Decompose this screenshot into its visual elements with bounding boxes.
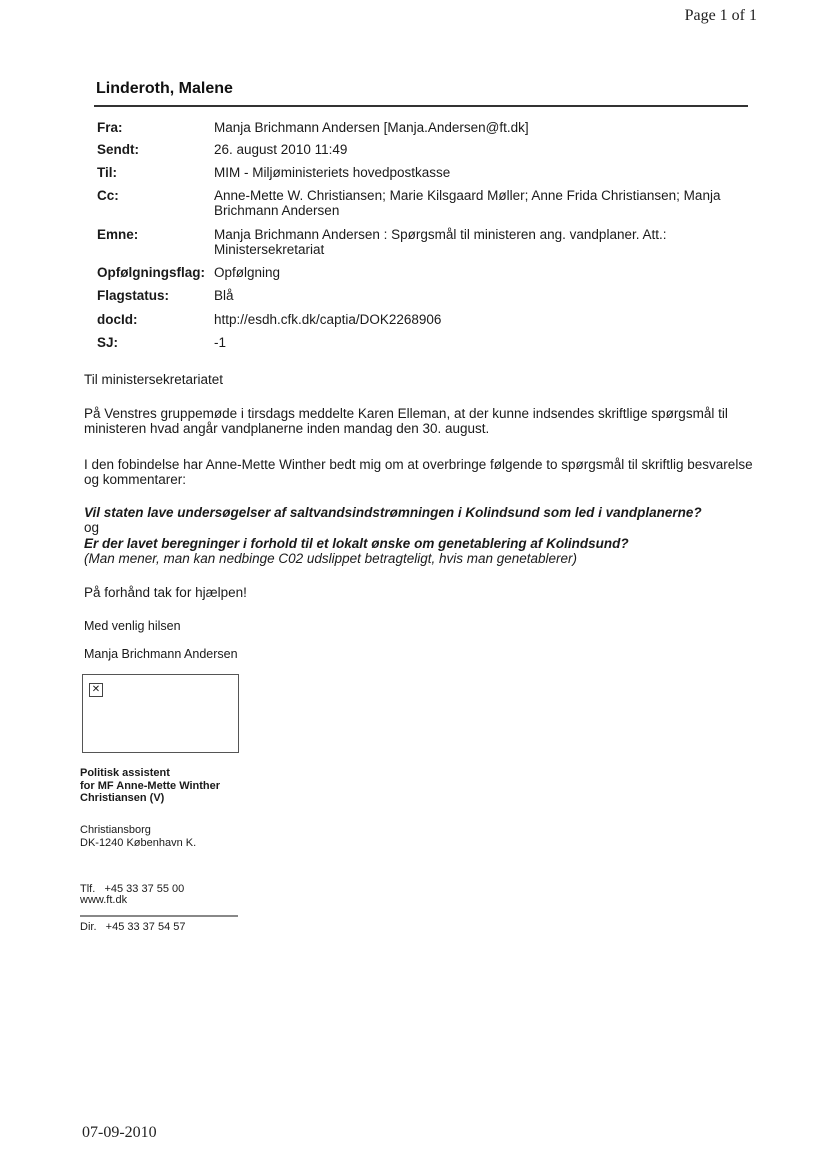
header-value: Manja Brichmann Andersen [Manja.Andersen@ft.dk] xyxy=(214,120,529,135)
question-2: Er der lavet beregninger i forhold til et lokalt ønske om genetablering af Kolindsund? xyxy=(84,536,629,551)
header-value: Opfølgning xyxy=(214,265,281,280)
signer-name: Manja Brichmann Andersen xyxy=(84,647,238,661)
signature-divider xyxy=(80,915,238,917)
header-divider xyxy=(94,105,748,107)
thanks-line: På forhånd tak for hjælpen! xyxy=(84,585,247,600)
signature-address xyxy=(80,824,196,849)
header-value: Manja Brichmann Andersen : Spørgsmål til ministeren ang. vandplaner. Att.: Ministersekretariat xyxy=(214,227,667,257)
direct-line: Dir. +45 33 37 54 57 xyxy=(80,920,186,933)
header-label: Flagstatus: xyxy=(97,288,170,303)
header-value: 26. august 2010 11:49 xyxy=(214,142,348,157)
body-paragraph: På Venstres gruppemøde i tirsdags meddelte Karen Elleman, at der kunne indsendes skriftlige spørgsmål til ministeren hvad angår vandplanerne inden mandag den 30. august. xyxy=(84,406,728,436)
question-1: Vil staten lave undersøgelser af saltvandsindstrømningen i Kolindsund som led i vandplanerne? xyxy=(84,505,702,520)
body-greeting: Til ministersekretariatet xyxy=(84,372,224,387)
title-line: Politisk assistent xyxy=(80,767,170,779)
header-value: http://esdh.cfk.dk/captia/DOK2268906 xyxy=(214,312,442,327)
header-value: Blå xyxy=(214,288,234,303)
header-value: MIM - Miljøministeriets hovedpostkasse xyxy=(214,165,451,180)
conjunction: og xyxy=(84,520,100,535)
footer-date: 07-09-2010 xyxy=(82,1124,157,1141)
website-link[interactable]: www.ft.dk xyxy=(80,894,128,906)
header-label: Til: xyxy=(97,165,117,180)
title-line: for MF Anne-Mette Winther xyxy=(80,779,221,792)
address-line: DK-1240 København K. xyxy=(80,836,197,849)
header-label: SJ: xyxy=(97,335,119,350)
header-value: -1 xyxy=(214,335,227,350)
question-note: (Man mener, man kan nedbinge C02 udslippet betragteligt, hvis man genetablerer) xyxy=(84,551,578,566)
header-value: Anne-Mette W. Christiansen; Marie Kilsgaard Møller; Anne Frida Christiansen; Manja Brichmann Andersen xyxy=(214,188,721,218)
phone-line: Tlf. +45 33 37 55 00 xyxy=(80,883,185,895)
signature-image-frame xyxy=(82,674,239,753)
closing-line: Med venlig hilsen xyxy=(84,619,181,633)
header-label: docId: xyxy=(97,312,138,327)
header-label: Emne: xyxy=(97,227,139,242)
address-line: Christiansborg xyxy=(80,824,151,836)
broken-image-icon: ✕ xyxy=(89,683,103,697)
signature-title xyxy=(80,767,220,805)
header-label: Cc: xyxy=(97,188,119,203)
page-number: Page 1 of 1 xyxy=(684,7,757,24)
sender-name: Linderoth, Malene xyxy=(96,80,233,97)
header-label: Fra: xyxy=(97,120,123,135)
body-paragraph: I den fobindelse har Anne-Mette Winther bedt mig om at overbringe følgende to spørgsmål til skriftlig besvarelse og kommentarer: xyxy=(84,457,753,487)
header-label: Sendt: xyxy=(97,142,139,157)
title-line: Christiansen (V) xyxy=(80,792,165,804)
header-label: Opfølgningsflag: xyxy=(97,265,205,280)
